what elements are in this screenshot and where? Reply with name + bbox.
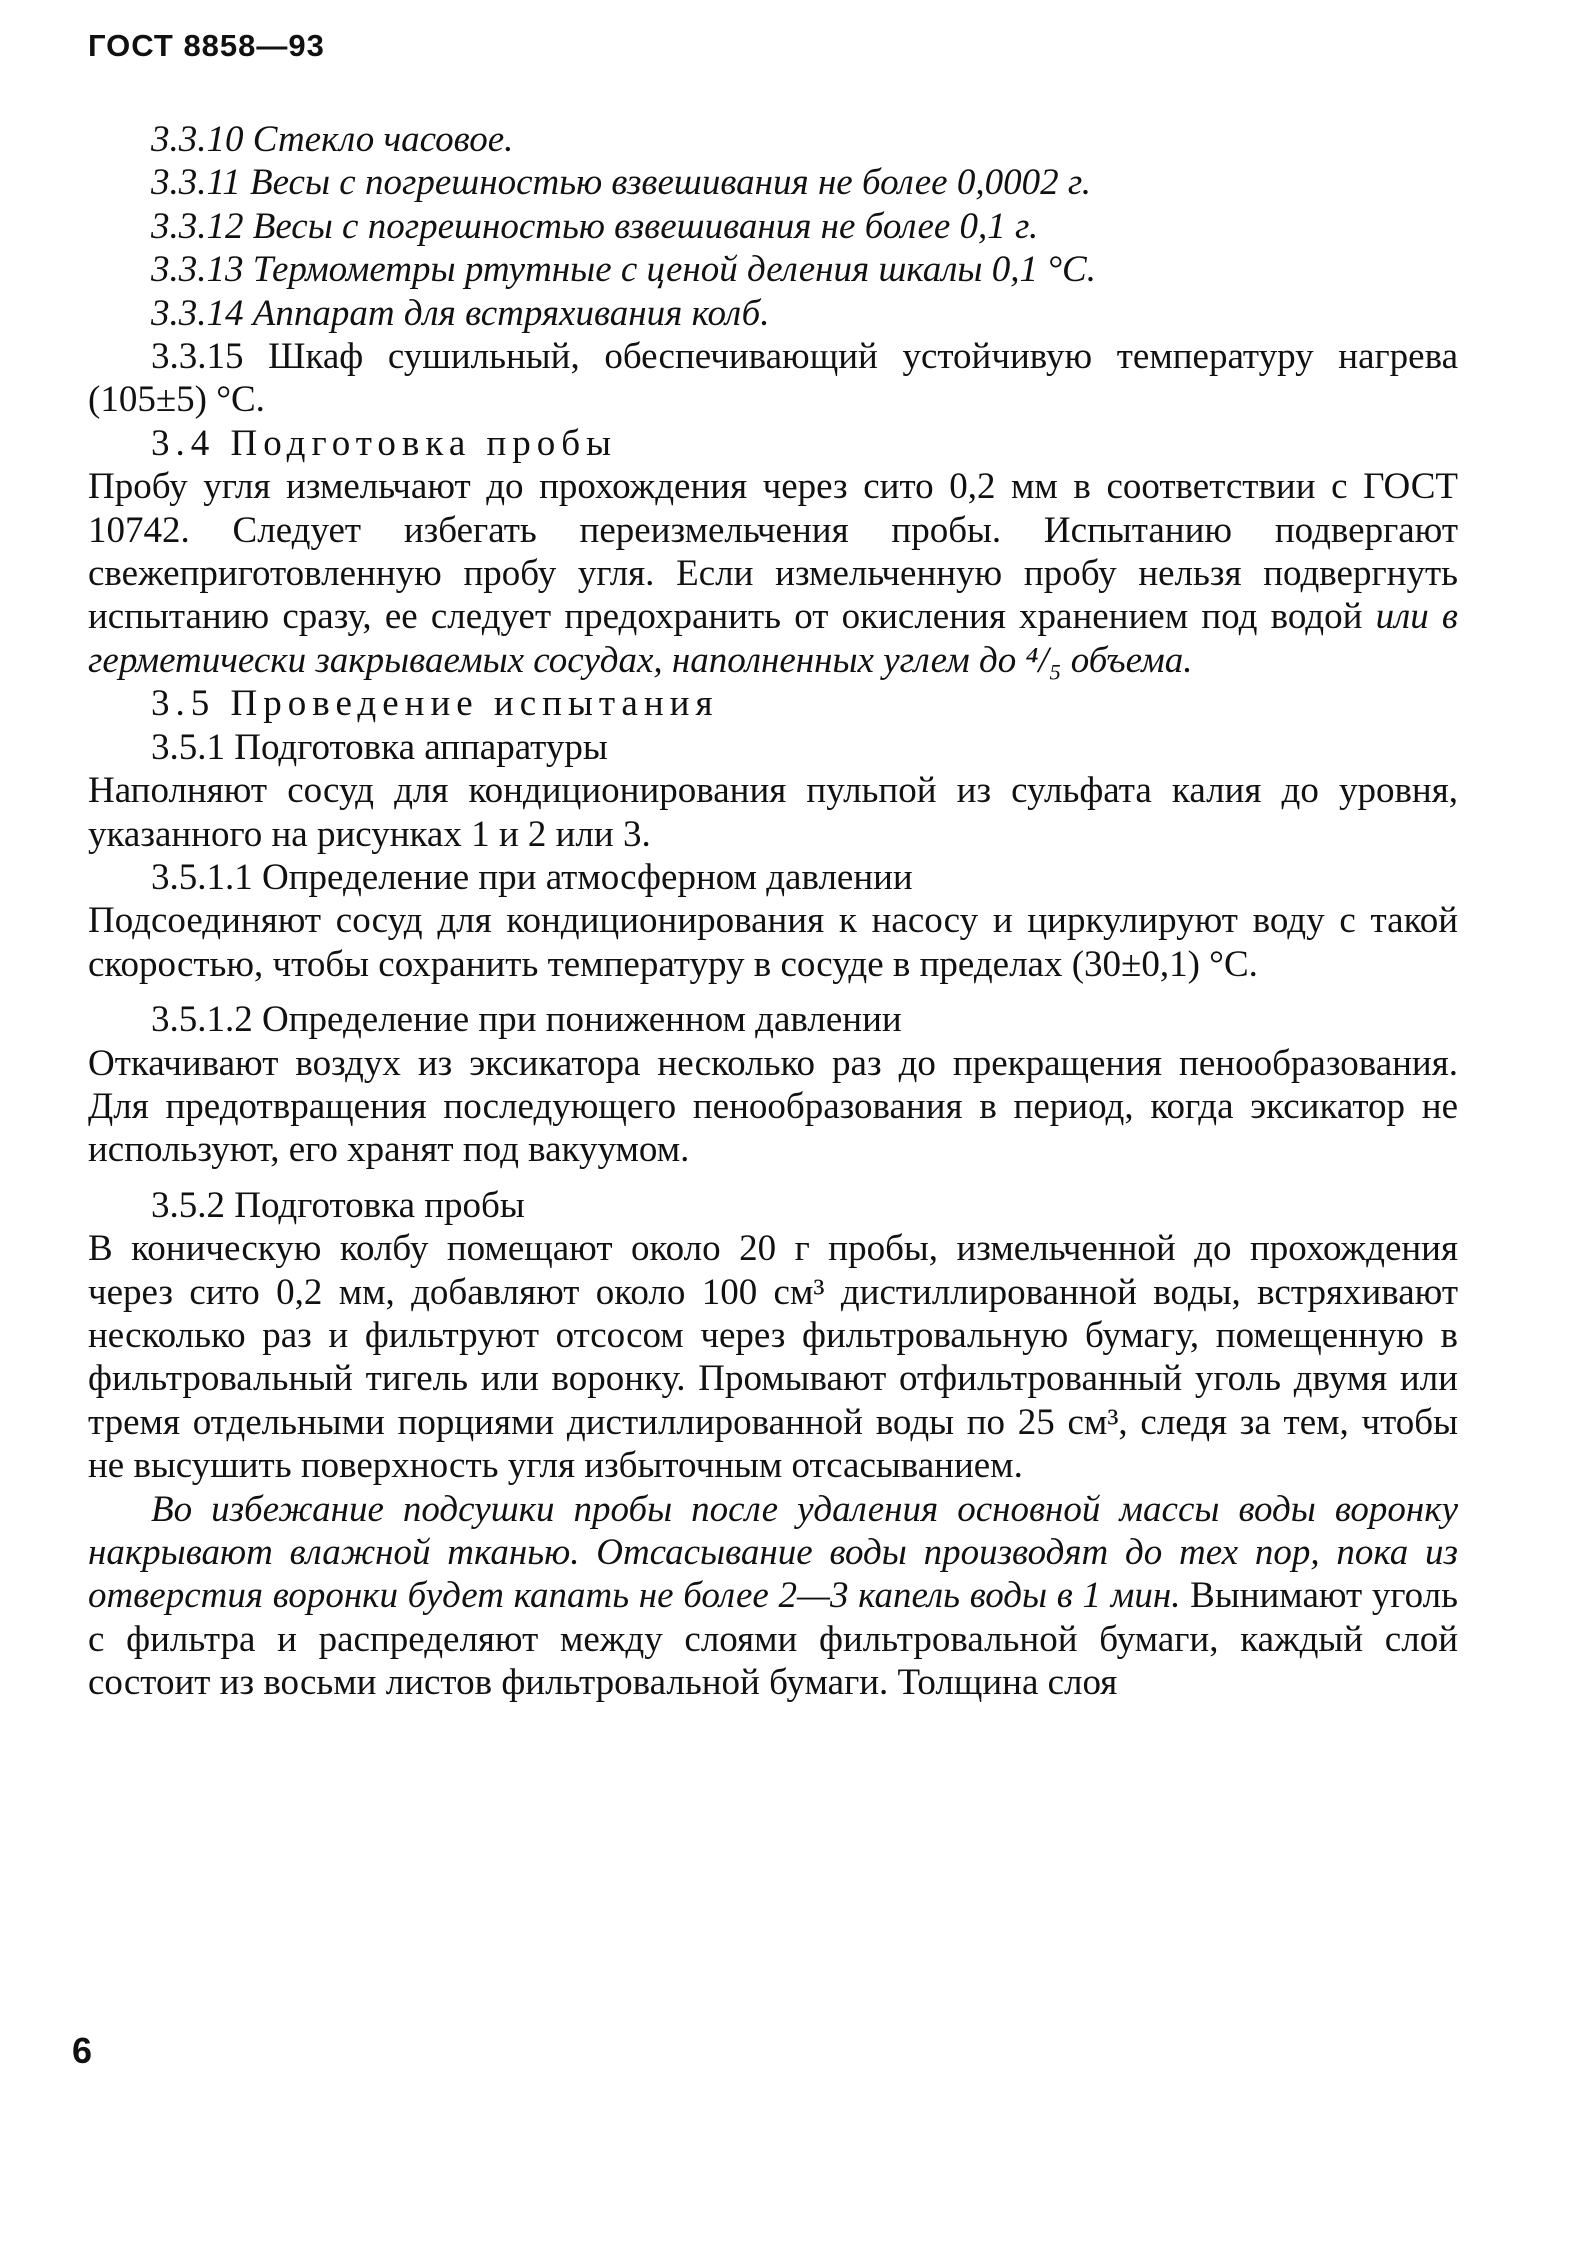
paragraph-3-4 [88, 465, 1458, 682]
item-3-3-14: 3.3.14 Аппарат для встряхивания колб. [151, 292, 770, 334]
item-3-3-11: 3.3.11 Весы с погрешностью взвешивания не более 0,0002 г. [151, 162, 1092, 204]
paragraph-3-5-1: Наполняют сосуд для кондиционирования пульпой из сульфата калия до уровня, указанного на рисунках 1 и 2 или 3. [88, 770, 1458, 855]
subsection-heading-3-5-1-2: 3.5.1.2 Определение при пониженном давлении [151, 999, 902, 1041]
paragraph-3-4-regular: Пробу угля измельчают до прохождения через сито 0,2 мм в соответствии с ГОСТ 10742. Следует избегать переизмельчения пробы. Испытанию подвергают свежеприготовленную пробу угля. Если измельченную пробу нельзя подвергнуть испытанию сразу, ее следует предохранить от окисления хранением под водой [88, 466, 1458, 638]
paragraph-3-5-1-1: Подсоединяют сосуд для кондиционирования к насосу и циркулируют воду с такой скоростью, чтобы сохранить температуру в сосуде в пределах (30±0,1) °С. [88, 900, 1458, 985]
section-heading-3-5: 3.5 Проведение испытания [151, 683, 719, 725]
paragraph-final [88, 1488, 1458, 1705]
paragraph-3-5-2: В коническую колбу помещают около 20 г пробы, измельченной до прохождения через сито 0,2 мм, добавляют около 100 см³ дистиллированной воды, встряхивают несколько раз и фильтруют отсосом через фильтровальную бумагу, помещенную в фильтровальный тигель или воронку. Промывают отфильтрованный уголь двумя или тремя отдельными порциями дистиллированной воды по 25 см³, следя за тем, чтобы не высушить поверхность угля избыточным отсасыванием. [88, 1228, 1458, 1487]
section-heading-3-4: 3.4 Подготовка пробы [151, 422, 617, 464]
subsection-heading-3-5-1-1: 3.5.1.1 Определение при атмосферном давлении [151, 856, 913, 898]
item-3-3-10: 3.3.10 Стекло часовое. [151, 119, 514, 160]
item-3-3-15: 3.3.15 Шкаф сушильный, обеспечивающий устойчивую температуру нагрева (105±5) °С. [88, 336, 1458, 421]
paragraph-3-5-1-2: Откачивают воздух из эксикатора несколько раз до прекращения пенообразования. Для предотвращения последующего пенообразования в период, когда эксикатор не используют, его хранят под вакуумом. [88, 1042, 1458, 1171]
subsection-heading-3-5-1: 3.5.1 Подготовка аппаратуры [151, 726, 608, 768]
item-3-3-12: 3.3.12 Весы с погрешностью взвешивания не более 0,1 г. [151, 205, 1039, 247]
document-header: ГОСТ 8858—93 [88, 28, 325, 63]
item-3-3-13: 3.3.13 Термометры ртутные с ценой деления шкалы 0,1 °С. [151, 249, 1096, 291]
page-number: 6 [72, 2030, 93, 2071]
paragraph-final-regular: Вынимают уголь с фильтра и распределяют между слоями фильтровальной бумаги, каждый слой состоит из восьми листов фильтровальной бумаги. Толщина слоя [88, 1575, 1459, 1704]
subsection-heading-3-5-2: 3.5.2 Подготовка пробы [151, 1184, 525, 1226]
paragraph-3-4-italic: или в герметически закрываемых сосудах, наполненных углем до ⁴/₅ объема. [88, 596, 1458, 681]
document-body [88, 118, 1458, 1705]
paragraph-final-italic: Во избежание подсушки пробы после удаления основной массы воды воронку накрывают влажной тканью. Отсасывание воды производят до тех пор, пока из отверстия воронки будет капать не более 2—3 капель воды в 1 мин. [88, 1488, 1458, 1617]
